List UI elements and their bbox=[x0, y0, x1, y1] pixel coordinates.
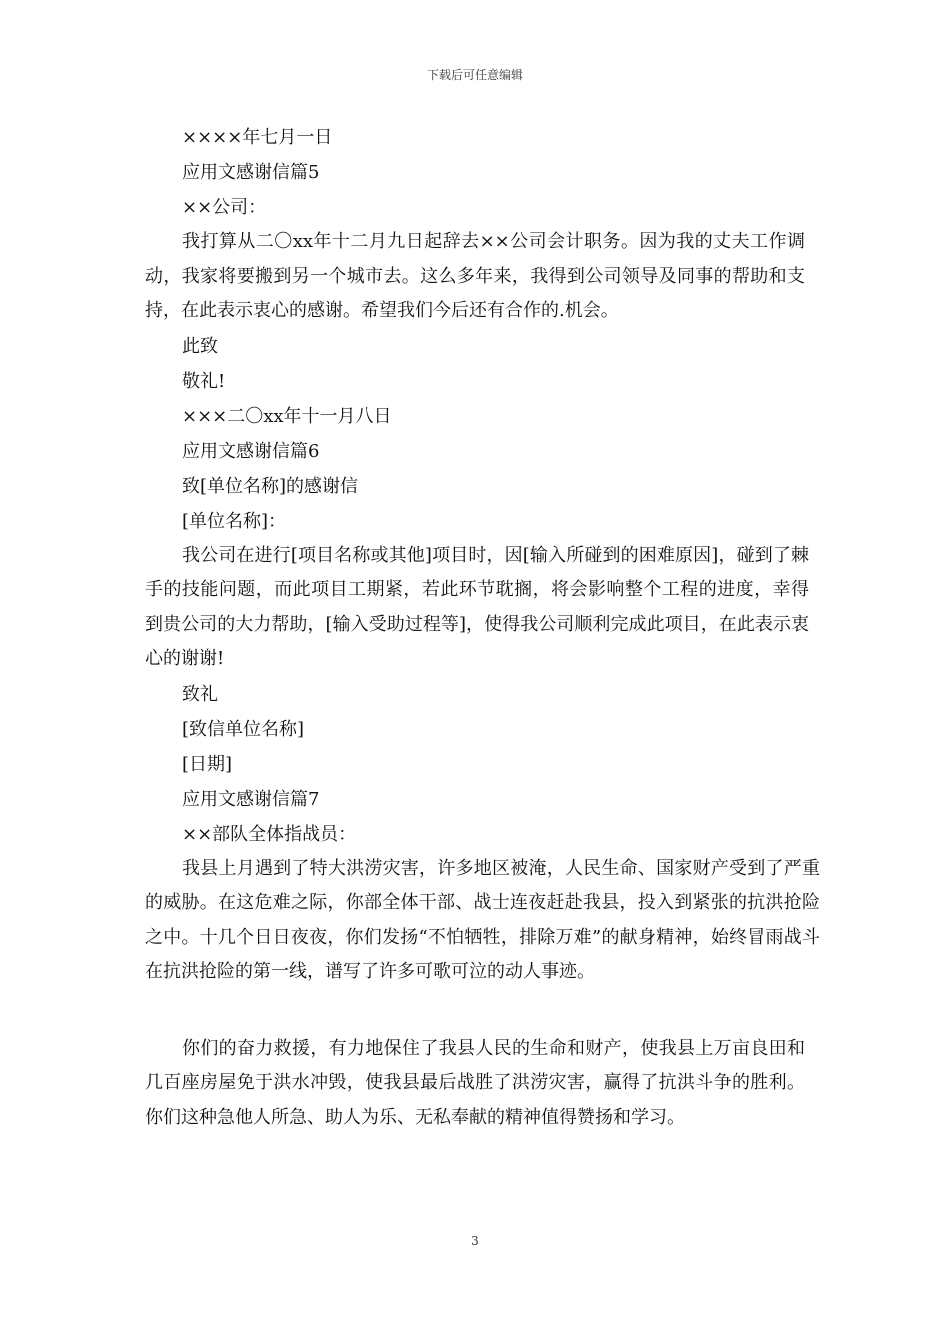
document-body bbox=[145, 120, 820, 1135]
date-line: ××××年七月一日 bbox=[182, 127, 333, 148]
salutation-5: ××公司： bbox=[182, 197, 267, 218]
letter-body-7b: 你们的奋力救援，有力地保住了我县人民的生命和财产，使我县上万亩良田和几百座房屋免于洪水冲毁，使我县最后战胜了洪涝灾害，赢得了抗洪斗争的胜利。你们这种急他人所急、助人为乐、无私奉献的精神值得赞扬和学习。 bbox=[145, 1037, 805, 1128]
section-title-6: 应用文感谢信篇6 bbox=[182, 440, 320, 462]
letter-body-5: 我打算从二〇xx年十二月九日起辞去××公司会计职务。因为我的丈夫工作调动，我家将要搬到另一个城市去。这么多年来，我得到公司领导及同事的帮助和支持，在此表示衷心的感谢。希望我们今后还有合作的.机会。 bbox=[145, 231, 805, 321]
sender-6: [致信单位名称] bbox=[182, 718, 305, 740]
section-title-5: 应用文感谢信篇5 bbox=[182, 162, 320, 183]
page-number: 3 bbox=[471, 1234, 479, 1248]
letter-body-7a: 我县上月遇到了特大洪涝灾害，许多地区被淹，人民生命、国家财产受到了严重的威胁。在这危难之际，你部全体干部、战士连夜赶赴我县，投入到紧张的抗洪抢险之中。十几个日日夜夜，你们发扬“不怕牺牲，排除万难”的献身精神，始终冒雨战斗在抗洪抢险的第一线，谱写了许多可歌可泣的动人事迹。 bbox=[145, 857, 820, 982]
closing-6: 致礼 bbox=[182, 683, 218, 705]
signature-5: ×××二〇xx年十一月八日 bbox=[182, 405, 392, 427]
salutation-6: [单位名称]： bbox=[182, 510, 287, 532]
closing-5b: 敬礼! bbox=[182, 370, 226, 392]
letter-body-6: 我公司在进行[项目名称或其他]项目时，因[输入所碰到的困难原因]，碰到了棘手的技能问题，而此项目工期紧，若此环节耽搁，将会影响整个工程的进度，幸得到贵公司的大力帮助，[输入受助过程等]，使得我公司顺利完成此项目，在此表示衷心的谢谢! bbox=[145, 544, 809, 669]
letter-subject-6: 致[单位名称]的感谢信 bbox=[182, 475, 359, 497]
page-header-note: 下载后可任意编辑 bbox=[426, 68, 523, 82]
section-title-7: 应用文感谢信篇7 bbox=[182, 788, 320, 810]
closing-5a: 此致 bbox=[182, 335, 218, 357]
salutation-7: ××部队全体指战员： bbox=[182, 823, 357, 845]
date-6: [日期] bbox=[182, 753, 233, 775]
